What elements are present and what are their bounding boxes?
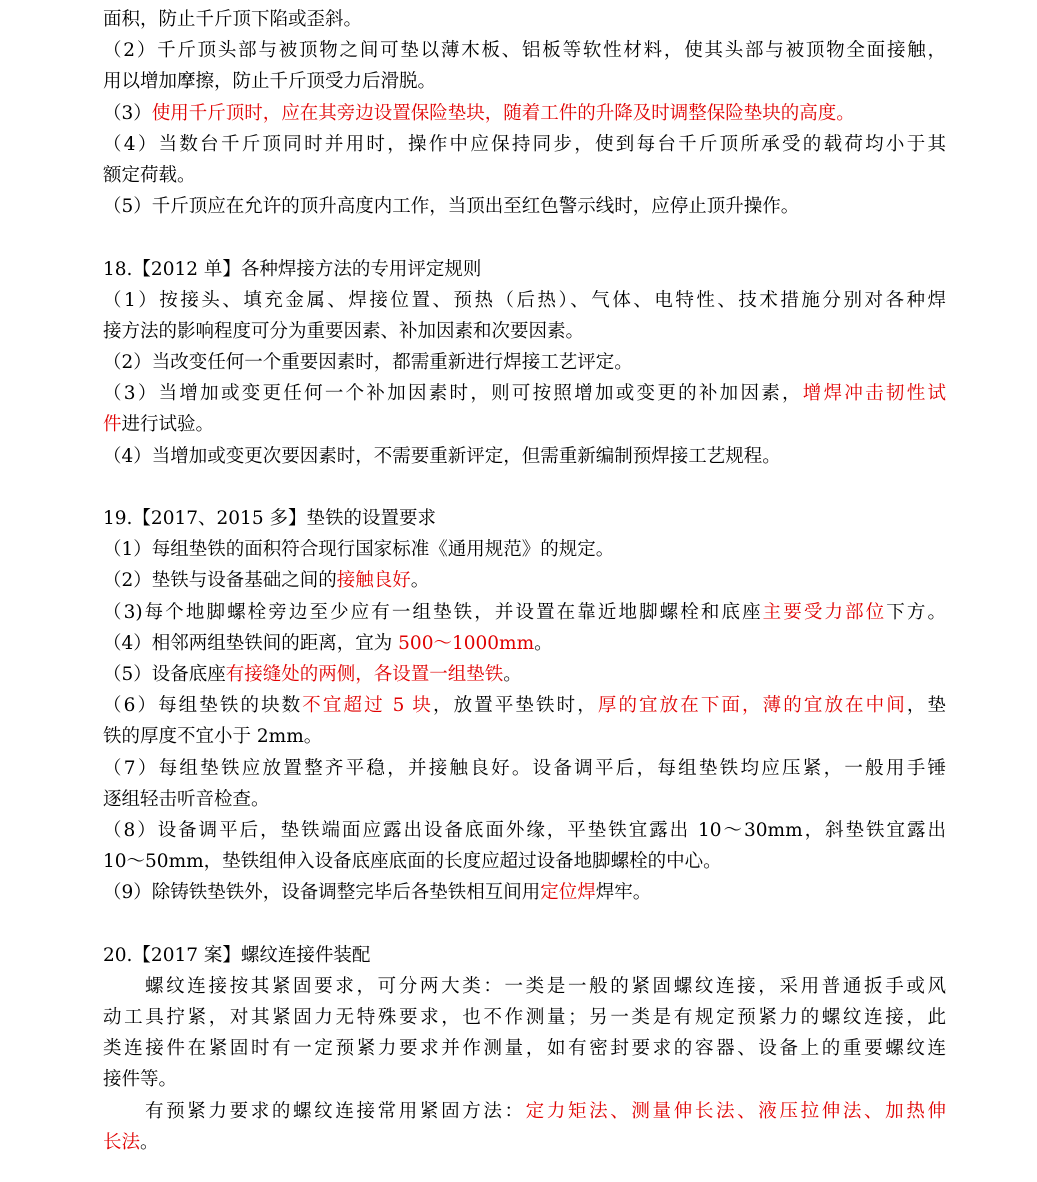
- highlighted-text: 厚的宜放在下面，薄的宜放在中间: [597, 695, 907, 717]
- highlighted-text: 主要受力部位: [762, 601, 887, 623]
- document-page: [103, 4, 946, 1158]
- text-segment: 有预紧力要求的螺纹连接常用紧固方法：: [145, 1100, 526, 1122]
- blank-line: [103, 908, 946, 939]
- text-segment: （3)每个地脚螺栓旁边至少应有一组垫铁，并设置在靠近地脚螺栓和底座: [103, 601, 763, 623]
- text-segment: （1）按接头、填充金属、焊接位置、预热（后热）、气体、电特性、技术措施分别对各种焊: [103, 289, 946, 311]
- text-line: [103, 690, 946, 721]
- text-line: [103, 503, 946, 534]
- text-line: [103, 784, 946, 815]
- text-line: [103, 409, 946, 440]
- text-segment: 19.【2017、2015 多】垫铁的设置要求: [103, 508, 436, 529]
- highlighted-text: 有接缝处的两侧，各设置一组垫铁: [225, 663, 504, 685]
- highlighted-text: 定位焊: [540, 882, 596, 904]
- text-segment: （9）除铸铁垫铁外，设备调整完毕后各垫铁相互间用: [103, 882, 541, 904]
- text-line: [103, 347, 946, 378]
- text-line: [103, 35, 946, 66]
- text-segment: 18.【2012 单】各种焊接方法的专用评定规则: [103, 258, 482, 280]
- text-line: [103, 721, 946, 752]
- highlighted-text: 增焊冲击韧性试: [802, 383, 946, 405]
- text-line: [103, 1064, 946, 1095]
- text-line: [103, 1002, 946, 1033]
- highlighted-text: 使用千斤顶时，应在其旁边设置保险垫块，随着工件的升降及时调整保险垫块的高度。: [151, 102, 855, 124]
- text-segment: （5）设备底座: [103, 663, 226, 685]
- text-segment: ，放置平垫铁时，: [433, 695, 598, 717]
- text-line: [103, 753, 946, 784]
- text-segment: 螺纹连接按其紧固要求，可分两大类：一类是一般的紧固螺纹连接，采用普通扳手或风: [145, 975, 946, 997]
- text-segment: （7）每组垫铁应放置整齐平稳，并接触良好。设备调平后，每组垫铁均应压紧，一般用手锤: [103, 757, 946, 779]
- text-segment: （3）: [103, 102, 152, 124]
- text-line: [103, 191, 946, 222]
- text-segment: （8）设备调平后，垫铁端面应露出设备底面外缘，平垫铁宜露出 10～30mm，斜垫铁宜露出: [103, 819, 946, 841]
- text-segment: 进行试验。: [121, 414, 215, 436]
- text-line: [103, 815, 946, 846]
- text-line: [103, 1096, 946, 1127]
- text-line: [103, 877, 946, 908]
- text-segment: （4）当增加或变更次要因素时，不需要重新评定，但需重新编制预焊接工艺规程。: [103, 445, 781, 467]
- text-line: [103, 441, 946, 472]
- text-segment: 焊牢。: [595, 882, 652, 904]
- text-line: [103, 628, 946, 659]
- text-line: [103, 659, 946, 690]
- highlighted-text: 定力矩法、测量伸长法、液压拉伸法、加热伸: [525, 1100, 946, 1122]
- text-segment: 用以增加摩擦，防止千斤顶受力后滑脱。: [103, 71, 437, 93]
- text-line: [103, 160, 946, 191]
- text-segment: 额定荷载。: [103, 164, 196, 186]
- text-segment: （4）当数台千斤顶同时并用时，操作中应保持同步，使到每台千斤顶所承受的载荷均小于其: [103, 133, 946, 155]
- text-segment: （6）每组垫铁的块数: [103, 695, 303, 717]
- text-line: [103, 316, 946, 347]
- text-line: [103, 534, 946, 565]
- text-line: [103, 846, 946, 877]
- blank-line: [103, 472, 946, 503]
- text-line: [103, 98, 946, 129]
- highlighted-text: 不宜超过 5 块: [302, 695, 434, 717]
- highlighted-text: 500～1000mm: [398, 632, 535, 654]
- text-segment: （3）当增加或变更任何一个补加因素时，则可按照增加或变更的补加因素，: [103, 383, 803, 405]
- text-segment: 。: [140, 1131, 159, 1153]
- text-segment: ，垫: [906, 695, 946, 717]
- highlighted-text: 长法: [103, 1131, 141, 1153]
- text-line: [103, 378, 946, 409]
- text-segment: （1）每组垫铁的面积符合现行国家标准《通用规范》的规定。: [103, 539, 615, 561]
- text-segment: 下方。: [886, 601, 946, 623]
- text-segment: （5）千斤顶应在允许的顶升高度内工作，当顶出至红色警示线时，应停止顶升操作。: [103, 196, 800, 218]
- text-segment: 类连接件在紧固时有一定预紧力要求并作测量，如有密封要求的容器、设备上的重要螺纹连: [103, 1038, 946, 1060]
- text-segment: 面积，防止千斤顶下陷或歪斜。: [103, 9, 363, 30]
- text-segment: 动工具拧紧，对其紧固力无特殊要求，也不作测量；另一类是有规定预紧力的螺纹连接，此: [103, 1007, 946, 1028]
- text-segment: 接件等。: [103, 1069, 178, 1091]
- highlighted-text: 接触良好: [336, 570, 411, 592]
- text-segment: 铁的厚度不宜小于 2mm。: [103, 726, 323, 748]
- highlighted-text: 件: [103, 414, 122, 436]
- text-segment: 20.【2017 案】螺纹连接件装配: [103, 944, 371, 966]
- text-line: [103, 285, 946, 316]
- text-line: [103, 1127, 946, 1158]
- text-segment: （2）垫铁与设备基础之间的: [103, 570, 337, 592]
- text-segment: （2）千斤顶头部与被顶物之间可垫以薄木板、铝板等软性材料，使其头部与被顶物全面接触，: [103, 40, 946, 62]
- text-segment: 。: [503, 663, 522, 685]
- text-segment: 10～50mm，垫铁组伸入设备底座底面的长度应超过设备地脚螺栓的中心。: [103, 851, 722, 873]
- blank-line: [103, 222, 946, 253]
- text-line: [103, 1033, 946, 1064]
- text-line: [103, 254, 946, 285]
- text-segment: （2）当改变任何一个重要因素时，都需重新进行焊接工艺评定。: [103, 352, 633, 374]
- text-segment: 接方法的影响程度可分为重要因素、补加因素和次要因素。: [103, 320, 585, 342]
- text-line: [103, 940, 946, 971]
- text-segment: 。: [534, 632, 553, 654]
- text-segment: 。: [410, 570, 430, 592]
- text-line: [103, 565, 946, 596]
- text-line: [103, 597, 946, 628]
- text-line: [103, 971, 946, 1002]
- text-line: [103, 66, 946, 97]
- text-line: [103, 4, 946, 35]
- text-line: [103, 129, 946, 160]
- text-segment: 逐组轻击听音检查。: [103, 788, 270, 810]
- text-segment: （4）相邻两组垫铁间的距离，宜为: [103, 632, 399, 654]
